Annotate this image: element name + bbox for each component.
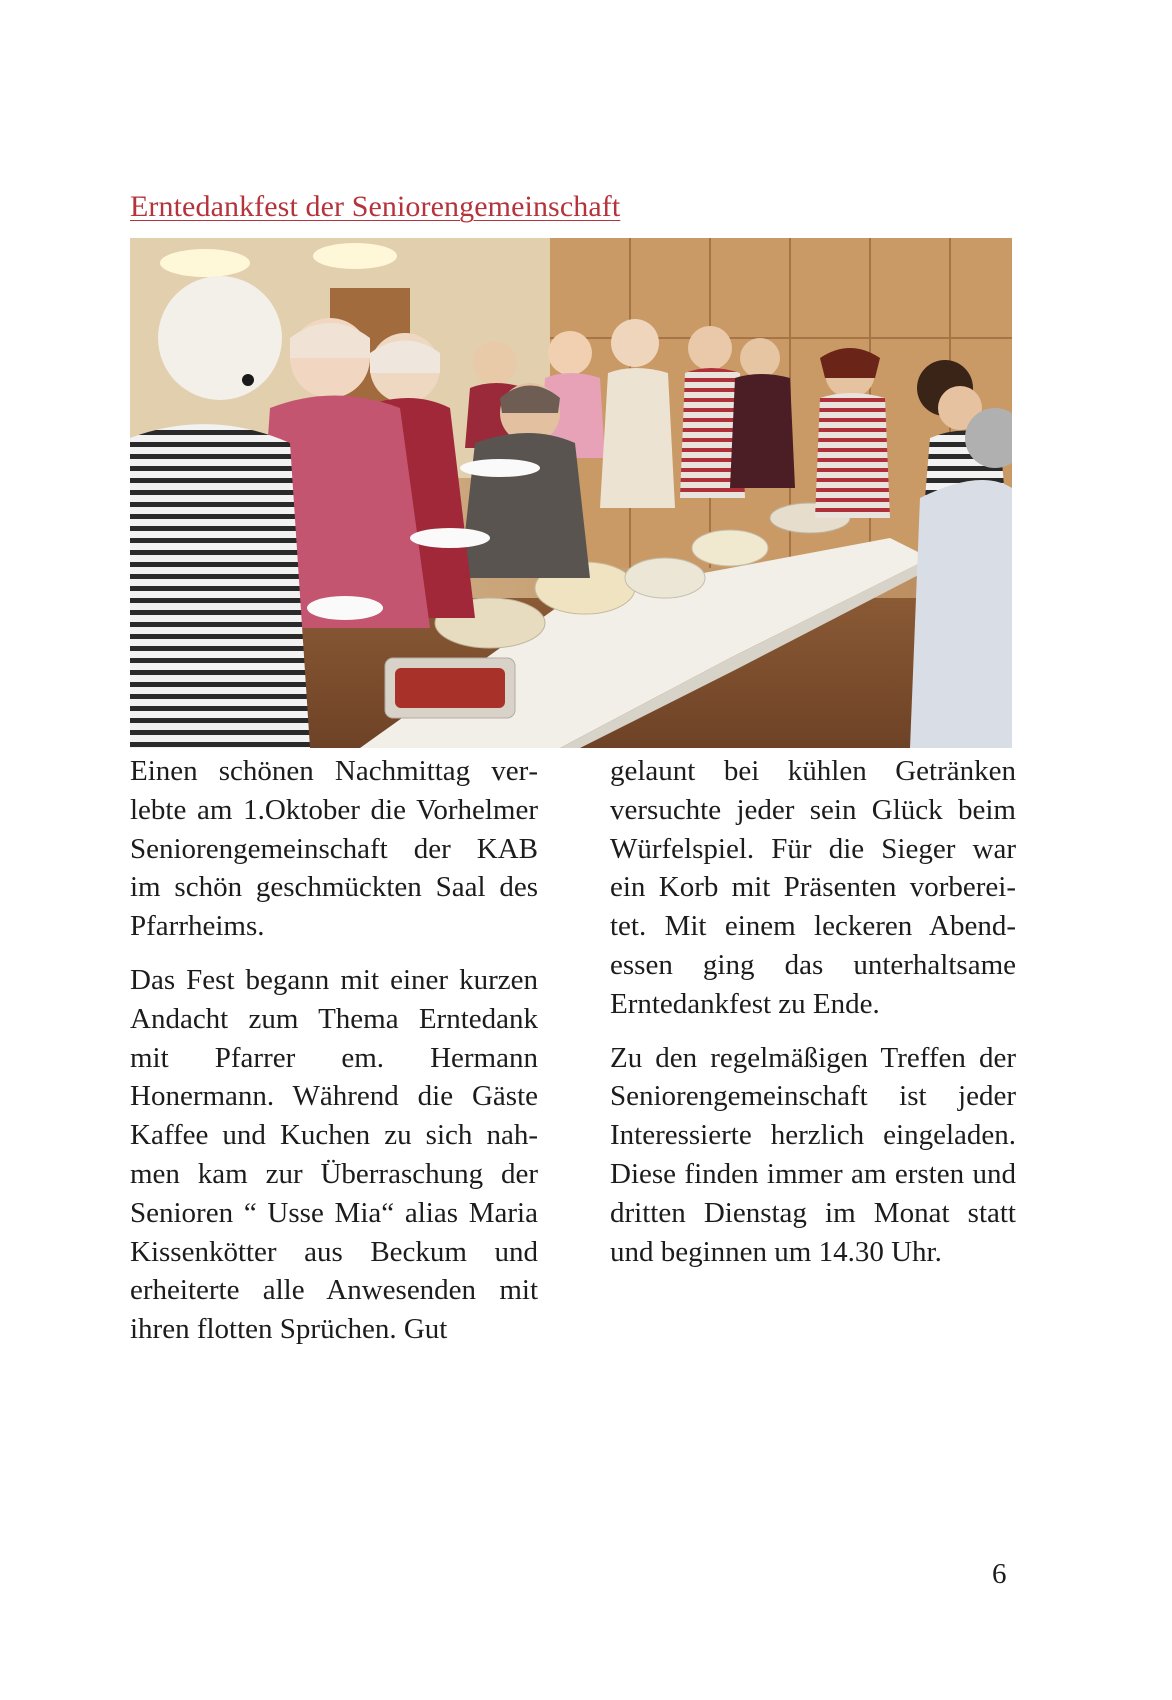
photo-illustration bbox=[130, 238, 1012, 748]
paragraph: Einen schönen Nachmittag verlebte am 1.Oktober die Vorhelmer Seniorengemeinschaft der KAB im schön geschmückten Saal des Pfarrheims. bbox=[130, 755, 538, 943]
article-photo bbox=[130, 238, 1012, 748]
paragraph: Zu den regelmäßigen Treffen der Seniorengemeinschaft ist jeder Interessierte herzlich eingeladen. Diese finden immer am ersten und dritten Dienstag im Monat statt und beginnen um 14.30 Uhr. bbox=[610, 1041, 1016, 1268]
paragraph: Das Fest begann mit einer kurzen Andacht zum Thema Erntedank mit Pfarrer em. Hermann Honermann. Während die Gäste Kaffee und Kuchen zu sich nahmen kam zur Überraschung der Senioren “ Usse Mia“ alias Maria Kissenkötter aus Beckum und erheiterte alle Anwesenden mit ihren flotten Sprüchen. Gut bbox=[130, 963, 538, 1346]
text-column-right bbox=[610, 752, 1016, 1286]
article-title: Erntedankfest der Seniorengemeinschaft bbox=[130, 190, 621, 223]
paragraph: gelaunt bei kühlen Getränken versuchte jeder sein Glück beim Würfelspiel. Für die Sieger war ein Korb mit Präsenten vorbereitet. Mit einem leckeren Abendessen ging das unterhaltsame Erntedankfest zu Ende. bbox=[610, 755, 1016, 1020]
page-number: 6 bbox=[992, 1558, 1007, 1590]
text-column-left bbox=[130, 752, 538, 1364]
